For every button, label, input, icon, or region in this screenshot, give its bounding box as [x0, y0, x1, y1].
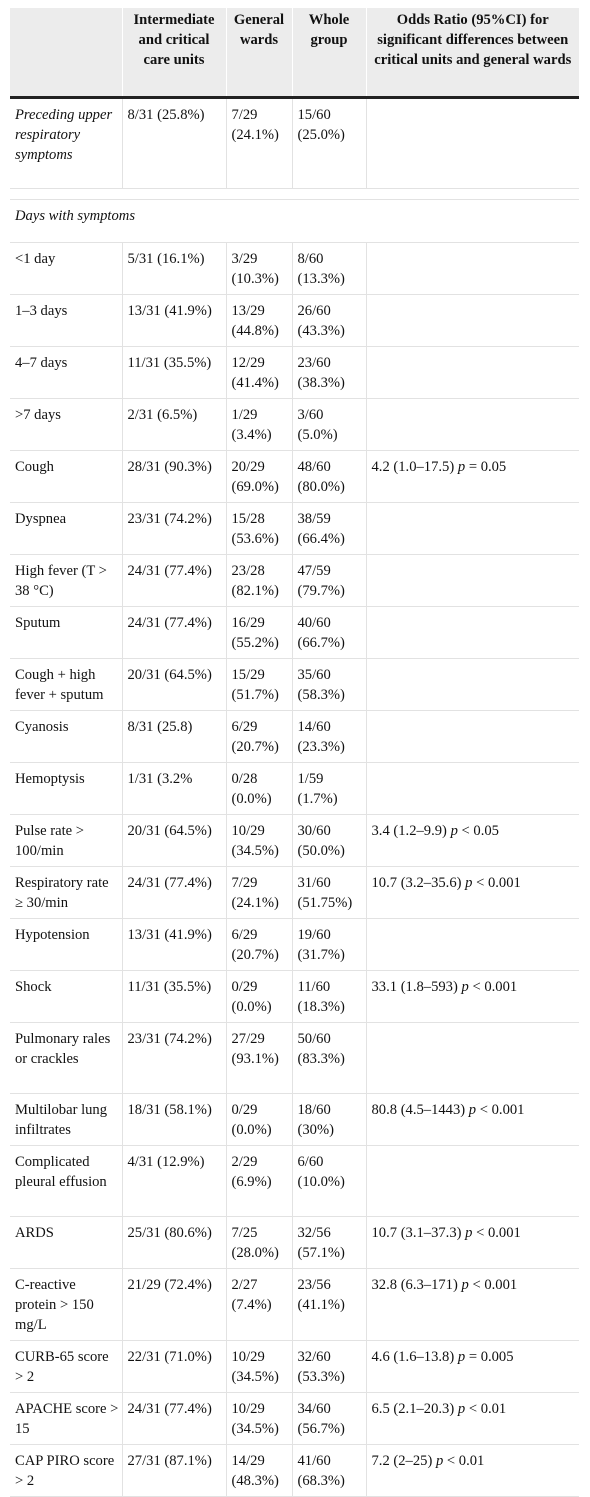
cell-odds-ratio: [366, 98, 579, 189]
cell-general: 20/29 (69.0%): [226, 451, 292, 503]
cell-general: 6/29 (20.7%): [226, 711, 292, 763]
cell-critical: 13/31 (41.9%): [122, 295, 226, 347]
row-label: High fever (T > 38 °C): [10, 555, 122, 607]
cell-general: 27/29 (93.1%): [226, 1023, 292, 1094]
cell-critical: 21/29 (72.4%): [122, 1269, 226, 1341]
odds-ratio-value: 7.2 (2–25): [371, 1453, 433, 1469]
cell-whole: 19/60 (31.7%): [292, 919, 366, 971]
cell-odds-ratio: [366, 399, 579, 451]
header-critical-units: Intermediate and critical care units: [122, 8, 226, 98]
table-row: [10, 607, 579, 659]
cell-odds-ratio: [366, 1445, 579, 1497]
p-symbol: p: [461, 1277, 469, 1293]
cell-odds-ratio: [366, 919, 579, 971]
cell-odds-ratio: [366, 1269, 579, 1341]
cell-general: 13/29 (44.8%): [226, 295, 292, 347]
table-row: [10, 919, 579, 971]
cell-critical: 24/31 (77.4%): [122, 1393, 226, 1445]
table-row: [10, 503, 579, 555]
row-label: 4–7 days: [10, 347, 122, 399]
cell-odds-ratio: [366, 1393, 579, 1445]
cell-general: 2/29 (6.9%): [226, 1146, 292, 1217]
cell-odds-ratio: [366, 1146, 579, 1217]
row-label: ARDS: [10, 1217, 122, 1269]
row-label: <1 day: [10, 243, 122, 295]
cell-general: 12/29 (41.4%): [226, 347, 292, 399]
cell-odds-ratio: [366, 1217, 579, 1269]
odds-ratio-value: 33.1 (1.8–593): [371, 979, 458, 995]
cell-whole: 23/56 (41.1%): [292, 1269, 366, 1341]
table-header: [10, 8, 579, 98]
table-row: [10, 867, 579, 919]
cell-whole: 50/60 (83.3%): [292, 1023, 366, 1094]
odds-ratio-value: 6.5 (2.1–20.3): [371, 1401, 455, 1417]
odds-ratio-value: 10.7 (3.1–37.3): [371, 1225, 462, 1241]
clinical-findings-table: [10, 8, 579, 1497]
cell-critical: 2/31 (6.5%): [122, 399, 226, 451]
cell-odds-ratio: [366, 659, 579, 711]
cell-critical: 1/31 (3.2%: [122, 763, 226, 815]
cell-whole: 47/59 (79.7%): [292, 555, 366, 607]
cell-whole: 41/60 (68.3%): [292, 1445, 366, 1497]
cell-general: 7/29 (24.1%): [226, 98, 292, 189]
cell-whole: 15/60 (25.0%): [292, 98, 366, 189]
cell-odds-ratio: [366, 295, 579, 347]
cell-critical: 18/31 (58.1%): [122, 1094, 226, 1146]
table-row: [10, 763, 579, 815]
p-value: < 0.001: [479, 1102, 525, 1118]
cell-general: 0/28 (0.0%): [226, 763, 292, 815]
cell-general: 10/29 (34.5%): [226, 815, 292, 867]
cell-odds-ratio: [366, 1341, 579, 1393]
p-value: < 0.01: [446, 1453, 485, 1469]
cell-critical: 23/31 (74.2%): [122, 503, 226, 555]
cell-odds-ratio: [366, 815, 579, 867]
table-row: [10, 711, 579, 763]
row-label: Complicated pleural effusion: [10, 1146, 122, 1217]
row-label: >7 days: [10, 399, 122, 451]
p-symbol: p: [468, 1102, 477, 1118]
odds-ratio-value: 4.6 (1.6–13.8): [371, 1349, 455, 1365]
row-label: Respiratory rate ≥ 30/min: [10, 867, 122, 919]
table-row: [10, 971, 579, 1023]
section-row: [10, 200, 579, 243]
cell-odds-ratio: [366, 451, 579, 503]
row-label: Shock: [10, 971, 122, 1023]
p-value: < 0.01: [468, 1401, 507, 1417]
odds-ratio-value: 3.4 (1.2–9.9): [371, 823, 447, 839]
table-row: [10, 1269, 579, 1341]
section-label: Days with symptoms: [10, 200, 579, 243]
cell-whole: 18/60 (30%): [292, 1094, 366, 1146]
odds-ratio-value: 32.8 (6.3–171): [371, 1277, 458, 1293]
cell-odds-ratio: [366, 503, 579, 555]
header-row: [10, 8, 579, 98]
cell-general: 2/27 (7.4%): [226, 1269, 292, 1341]
table-row: [10, 347, 579, 399]
cell-whole: 48/60 (80.0%): [292, 451, 366, 503]
cell-whole: 35/60 (58.3%): [292, 659, 366, 711]
cell-critical: 23/31 (74.2%): [122, 1023, 226, 1094]
cell-critical: 24/31 (77.4%): [122, 555, 226, 607]
cell-odds-ratio: [366, 607, 579, 659]
spacer-row: [10, 189, 579, 200]
p-value: < 0.001: [472, 1277, 518, 1293]
table-row: [10, 555, 579, 607]
p-symbol: p: [457, 459, 466, 475]
row-label: C-reactive protein > 150 mg/L: [10, 1269, 122, 1341]
cell-odds-ratio: [366, 971, 579, 1023]
table-row: [10, 815, 579, 867]
row-label: Hemoptysis: [10, 763, 122, 815]
cell-odds-ratio: [366, 1023, 579, 1094]
odds-ratio-value: 4.2 (1.0–17.5): [371, 459, 455, 475]
table-row: [10, 451, 579, 503]
cell-general: 14/29 (48.3%): [226, 1445, 292, 1497]
cell-odds-ratio: [366, 243, 579, 295]
table-row: [10, 295, 579, 347]
cell-whole: 30/60 (50.0%): [292, 815, 366, 867]
cell-general: 16/29 (55.2%): [226, 607, 292, 659]
cell-critical: 11/31 (35.5%): [122, 347, 226, 399]
cell-whole: 40/60 (66.7%): [292, 607, 366, 659]
row-label: CURB-65 score > 2: [10, 1341, 122, 1393]
table-row: [10, 1146, 579, 1217]
row-label: Preceding upper respiratory symptoms: [10, 98, 122, 189]
cell-general: 23/28 (82.1%): [226, 555, 292, 607]
table-row: [10, 1023, 579, 1094]
cell-whole: 14/60 (23.3%): [292, 711, 366, 763]
cell-general: 10/29 (34.5%): [226, 1341, 292, 1393]
cell-general: 6/29 (20.7%): [226, 919, 292, 971]
cell-general: 7/25 (28.0%): [226, 1217, 292, 1269]
spacer-cell: [10, 189, 579, 200]
cell-odds-ratio: [366, 711, 579, 763]
cell-odds-ratio: [366, 763, 579, 815]
cell-critical: 22/31 (71.0%): [122, 1341, 226, 1393]
row-label: Sputum: [10, 607, 122, 659]
p-value: < 0.001: [476, 875, 521, 891]
p-value: < 0.001: [476, 1225, 521, 1241]
cell-critical: 27/31 (87.1%): [122, 1445, 226, 1497]
cell-whole: 23/60 (38.3%): [292, 347, 366, 399]
row-label: Cough: [10, 451, 122, 503]
cell-whole: 6/60 (10.0%): [292, 1146, 366, 1217]
table-row: [10, 659, 579, 711]
header-general-wards: General wards: [226, 8, 292, 98]
cell-whole: 8/60 (13.3%): [292, 243, 366, 295]
cell-critical: 20/31 (64.5%): [122, 815, 226, 867]
table-row: [10, 1393, 579, 1445]
p-value: = 0.005: [468, 1349, 514, 1365]
cell-odds-ratio: [366, 1094, 579, 1146]
p-symbol: p: [461, 979, 469, 995]
table-row-preceding-symptoms: [10, 98, 579, 189]
table-row: [10, 243, 579, 295]
table-row: [10, 1341, 579, 1393]
cell-critical: 25/31 (80.6%): [122, 1217, 226, 1269]
cell-critical: 8/31 (25.8%): [122, 98, 226, 189]
row-label: 1–3 days: [10, 295, 122, 347]
cell-odds-ratio: [366, 867, 579, 919]
row-label: Pulmonary rales or crackles: [10, 1023, 122, 1094]
cell-whole: 38/59 (66.4%): [292, 503, 366, 555]
table-row: [10, 1217, 579, 1269]
p-symbol: p: [465, 1225, 473, 1241]
table-row: [10, 1094, 579, 1146]
cell-whole: 1/59 (1.7%): [292, 763, 366, 815]
cell-critical: 5/31 (16.1%): [122, 243, 226, 295]
p-symbol: p: [457, 1349, 466, 1365]
cell-general: 7/29 (24.1%): [226, 867, 292, 919]
cell-general: 0/29 (0.0%): [226, 1094, 292, 1146]
p-value: < 0.001: [472, 979, 518, 995]
row-label: Hypotension: [10, 919, 122, 971]
header-odds-ratio: Odds Ratio (95%CI) for significant differences between critical units and general wards: [366, 8, 579, 98]
cell-critical: 20/31 (64.5%): [122, 659, 226, 711]
cell-odds-ratio: [366, 347, 579, 399]
row-label: Pulse rate > 100/min: [10, 815, 122, 867]
cell-critical: 28/31 (90.3%): [122, 451, 226, 503]
cell-general: 15/29 (51.7%): [226, 659, 292, 711]
cell-critical: 4/31 (12.9%): [122, 1146, 226, 1217]
cell-general: 1/29 (3.4%): [226, 399, 292, 451]
cell-whole: 32/60 (53.3%): [292, 1341, 366, 1393]
cell-critical: 24/31 (77.4%): [122, 867, 226, 919]
p-symbol: p: [435, 1453, 444, 1469]
table-row: [10, 399, 579, 451]
cell-whole: 26/60 (43.3%): [292, 295, 366, 347]
row-label: Cyanosis: [10, 711, 122, 763]
p-symbol: p: [450, 823, 458, 839]
table-body: [10, 98, 579, 1497]
cell-critical: 13/31 (41.9%): [122, 919, 226, 971]
cell-critical: 11/31 (35.5%): [122, 971, 226, 1023]
table-row: [10, 1445, 579, 1497]
odds-ratio-value: 80.8 (4.5–1443): [371, 1102, 466, 1118]
odds-ratio-value: 10.7 (3.2–35.6): [371, 875, 462, 891]
row-label: APACHE score > 15: [10, 1393, 122, 1445]
cell-general: 10/29 (34.5%): [226, 1393, 292, 1445]
cell-general: 3/29 (10.3%): [226, 243, 292, 295]
row-label: Dyspnea: [10, 503, 122, 555]
row-label: Cough + high fever + sputum: [10, 659, 122, 711]
cell-whole: 3/60 (5.0%): [292, 399, 366, 451]
header-whole-group: Whole group: [292, 8, 366, 98]
cell-odds-ratio: [366, 555, 579, 607]
p-value: < 0.05: [461, 823, 499, 839]
cell-whole: 34/60 (56.7%): [292, 1393, 366, 1445]
p-symbol: p: [465, 875, 473, 891]
cell-general: 0/29 (0.0%): [226, 971, 292, 1023]
header-blank: [10, 8, 122, 98]
cell-critical: 8/31 (25.8): [122, 711, 226, 763]
cell-whole: 31/60 (51.75%): [292, 867, 366, 919]
cell-whole: 32/56 (57.1%): [292, 1217, 366, 1269]
row-label: CAP PIRO score > 2: [10, 1445, 122, 1497]
p-symbol: p: [457, 1401, 466, 1417]
p-value: = 0.05: [468, 459, 507, 475]
cell-whole: 11/60 (18.3%): [292, 971, 366, 1023]
cell-critical: 24/31 (77.4%): [122, 607, 226, 659]
row-label: Multilobar lung infiltrates: [10, 1094, 122, 1146]
cell-general: 15/28 (53.6%): [226, 503, 292, 555]
